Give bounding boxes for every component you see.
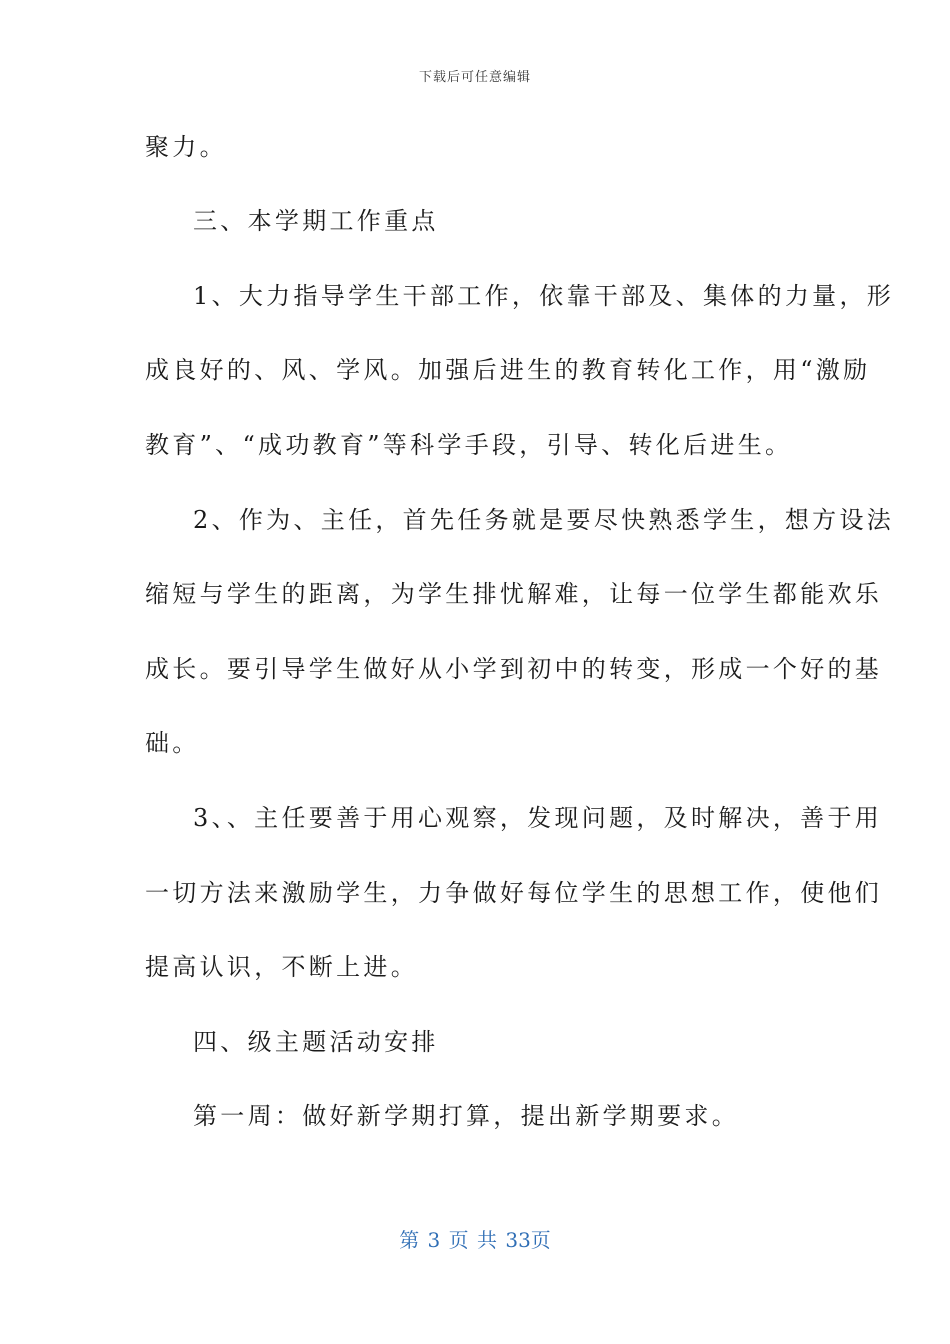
page-number: 第 3 页 共 33页 xyxy=(399,1228,551,1252)
text-line: 1、大力指导学生干部工作，依靠干部及、集体的力量，形 xyxy=(193,282,895,310)
text-line: 成良好的、风、学风。加强后进生的教育转化工作，用“激励 xyxy=(145,356,871,384)
text-line: 一切方法来激励学生，力争做好每位学生的思想工作，使他们 xyxy=(145,879,883,907)
text-line: 3、、主任要善于用心观察，发现问题，及时解决，善于用 xyxy=(193,804,883,832)
text-line: 2、作为、主任，首先任务就是要尽快熟悉学生，想方设法 xyxy=(193,506,895,534)
text-line: 成长。要引导学生做好从小学到初中的转变，形成一个好的基 xyxy=(145,655,883,683)
text-line: 提高认识，不断上进。 xyxy=(145,953,418,981)
text-line: 聚力。 xyxy=(145,133,227,161)
page-header-note: 下载后可任意编辑 xyxy=(418,70,531,85)
section-heading: 四、级主题活动安排 xyxy=(193,1028,439,1056)
text-line: 第一周：做好新学期打算，提出新学期要求。 xyxy=(193,1102,739,1130)
text-line: 础。 xyxy=(145,729,200,757)
text-line: 缩短与学生的距离，为学生排忧解难，让每一位学生都能欢乐 xyxy=(145,580,883,608)
text-line: 教育”、“成功教育”等科学手段，引导、转化后进生。 xyxy=(145,431,793,459)
section-heading: 三、本学期工作重点 xyxy=(193,207,439,235)
